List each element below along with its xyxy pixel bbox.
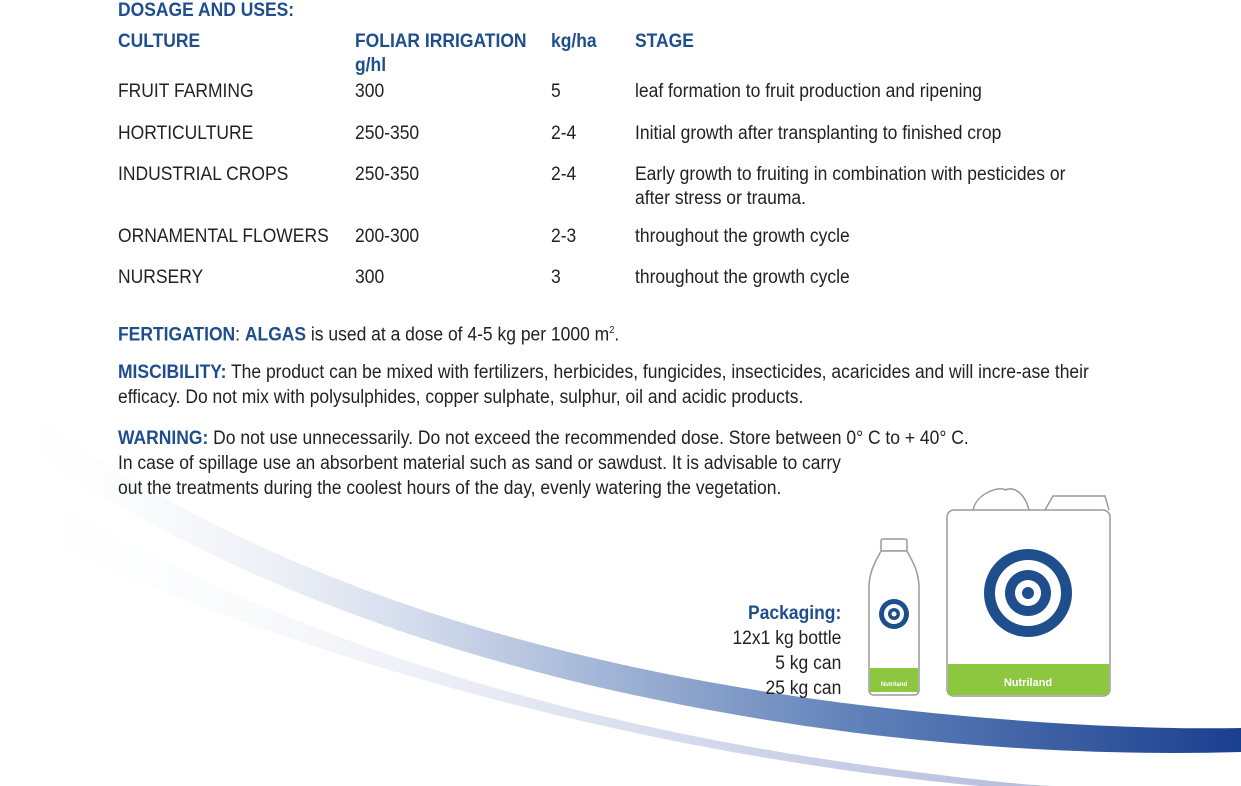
table-cell-stage: Early growth to fruiting in combination with pesticides or after stress or trauma. bbox=[635, 164, 1066, 209]
table-cell-stage: throughout the growth cycle bbox=[635, 226, 850, 247]
product-name: ALGAS bbox=[244, 324, 307, 346]
table-cell-kgha: 5 bbox=[551, 81, 561, 102]
table-cell-culture: FRUIT FARMING bbox=[118, 81, 254, 102]
warning-line: Do not use unnecessarily. Do not exceed the recommended dose. Store between 0° C to + 40° C. bbox=[208, 428, 969, 449]
table-cell-kgha: 2-3 bbox=[551, 226, 577, 247]
table-cell-foliar: 300 bbox=[355, 81, 385, 102]
can-brand-text: Nutriland bbox=[1003, 677, 1053, 689]
table-cell-culture: ORNAMENTAL FLOWERS bbox=[118, 226, 329, 247]
dosage-heading: DOSAGE AND USES: bbox=[118, 0, 295, 21]
packaging-item: 5 kg can bbox=[774, 653, 841, 674]
table-cell-kgha: 3 bbox=[551, 267, 561, 288]
miscibility-label: MISCIBILITY: bbox=[118, 362, 227, 383]
table-cell-foliar: 200-300 bbox=[355, 226, 420, 247]
fertigation-text: is used at a dose of 4-5 kg per 1000 m bbox=[306, 324, 610, 346]
packaging-list bbox=[732, 601, 841, 701]
warning-line: In case of spillage use an absorbent material such as sand or sawdust. It is advisable to carry bbox=[118, 453, 841, 474]
table-cell-foliar: 300 bbox=[355, 267, 385, 288]
fertigation-end: . bbox=[614, 324, 620, 346]
packaging-item: 25 kg can bbox=[765, 678, 841, 699]
table-cell-kgha: 2-4 bbox=[551, 164, 577, 185]
warning-line: out the treatments during the coolest hours of the day, evenly watering the vegetation. bbox=[118, 478, 782, 499]
table-cell-stage: throughout the growth cycle bbox=[635, 267, 850, 288]
miscibility-paragraph bbox=[118, 360, 1112, 410]
packaging-title: Packaging: bbox=[747, 603, 841, 624]
fertigation-paragraph bbox=[118, 318, 619, 347]
column-header-stage: STAGE bbox=[635, 31, 694, 52]
table-cell-culture: NURSERY bbox=[118, 267, 204, 288]
miscibility-text: The product can be mixed with fertilizers, herbicides, fungicides, insecticides, acaricides and will incre-ase their efficacy. Do not mix with polysulphides, copper sulphate, sulphur, oil and acidic products. bbox=[118, 362, 1089, 408]
column-header-foliar: FOLIAR IRRIGATION g/hl bbox=[355, 31, 527, 76]
table-cell-culture: HORTICULTURE bbox=[118, 123, 254, 144]
column-header-culture: CULTURE bbox=[118, 31, 201, 52]
swirl-icon bbox=[879, 599, 909, 629]
superscript: 2 bbox=[609, 325, 615, 336]
table-cell-foliar: 250-350 bbox=[355, 164, 420, 185]
packaging-item: 12x1 kg bottle bbox=[732, 628, 841, 649]
table-cell-stage: Initial growth after transplanting to finished crop bbox=[635, 123, 1002, 144]
table-cell-kgha: 2-4 bbox=[551, 123, 577, 144]
bottle-image bbox=[867, 538, 921, 696]
column-header-kgha: kg/ha bbox=[551, 31, 597, 52]
table-cell-foliar: 250-350 bbox=[355, 123, 420, 144]
warning-label: WARNING: bbox=[118, 428, 209, 449]
warning-paragraph bbox=[118, 426, 969, 501]
can-image bbox=[945, 488, 1112, 698]
fertigation-separator: : bbox=[235, 324, 245, 346]
swirl-icon bbox=[984, 549, 1072, 637]
fertigation-label: FERTIGATION bbox=[118, 324, 236, 346]
table-cell-culture: INDUSTRIAL CROPS bbox=[118, 164, 289, 185]
table-cell-stage: leaf formation to fruit production and ripening bbox=[635, 81, 982, 102]
bottle-brand-text: Nutriland bbox=[880, 682, 908, 688]
